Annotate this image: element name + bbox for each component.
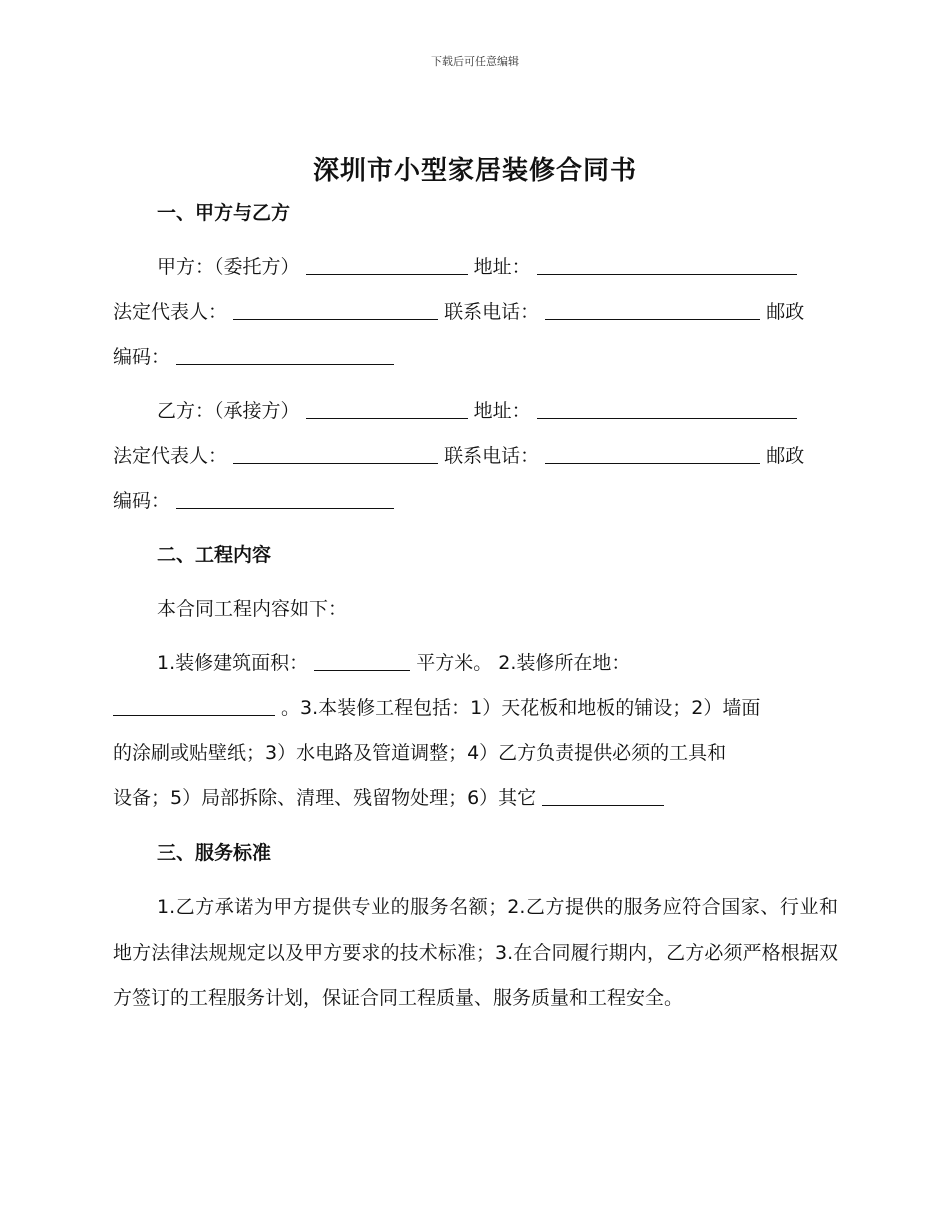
section-2-line-2 — [113, 695, 843, 721]
party-b-rep-field[interactable] — [233, 443, 438, 464]
party-b-phone-label: 联系电话： — [444, 445, 540, 467]
location-field[interactable] — [113, 695, 275, 716]
area-field[interactable] — [314, 650, 410, 671]
party-a-phone-field[interactable] — [545, 299, 760, 320]
party-a-rep-field[interactable] — [233, 299, 438, 320]
scope-text-3: 设备；5）局部拆除、清理、残留物处理；6）其它 — [113, 787, 537, 809]
party-a-name-field[interactable] — [306, 254, 468, 275]
party-b-label: 乙方：（承接方） — [157, 400, 300, 422]
section-2-intro: 本合同工程内容如下： — [157, 598, 348, 620]
party-a-postal-field[interactable] — [176, 344, 394, 365]
party-a-address-field[interactable] — [537, 254, 797, 275]
party-a-label: 甲方：（委托方） — [157, 256, 300, 278]
scope-text-1: 。3.本装修工程包括：1）天花板和地板的铺设；2）墙面 — [281, 697, 761, 719]
party-b-address-label: 地址： — [473, 400, 531, 422]
section-3-heading: 三、服务标准 — [157, 842, 272, 864]
party-b-postal-label-1: 邮政 — [766, 445, 805, 467]
section-2-line-3: 的涂刷或贴壁纸；3）水电路及管道调整；4）乙方负责提供必须的工具和 — [113, 742, 727, 764]
party-a-postal-label-1: 邮政 — [766, 301, 805, 323]
section-1-heading: 一、甲方与乙方 — [157, 202, 291, 224]
party-b-row-3 — [113, 488, 843, 514]
section-2-line-4 — [113, 785, 843, 811]
document-title: 深圳市小型家居装修合同书 — [312, 156, 637, 186]
area-unit: 平方米。 — [416, 652, 493, 674]
party-b-rep-label: 法定代表人： — [113, 445, 228, 467]
party-a-row-3 — [113, 344, 843, 370]
party-a-phone-label: 联系电话： — [444, 301, 540, 323]
section-2-line-1 — [157, 650, 847, 676]
party-b-row-1 — [157, 398, 847, 424]
location-label: 2.装修所在地： — [498, 652, 631, 674]
party-a-row-1 — [157, 254, 847, 280]
other-scope-field[interactable] — [542, 785, 664, 806]
party-a-address-label: 地址： — [473, 256, 531, 278]
party-b-postal-label-2: 编码： — [113, 490, 171, 512]
section-2-heading: 二、工程内容 — [157, 544, 272, 566]
party-b-row-2 — [113, 443, 843, 469]
party-b-name-field[interactable] — [306, 398, 468, 419]
party-b-postal-field[interactable] — [176, 488, 394, 509]
party-b-address-field[interactable] — [537, 398, 797, 419]
header-note: 下载后可任意编辑 — [431, 55, 519, 68]
party-a-postal-label-2: 编码： — [113, 346, 171, 368]
party-a-row-2 — [113, 299, 843, 325]
section-3-body: 1.乙方承诺为甲方提供专业的服务名额；2.乙方提供的服务应符合国家、行业和地方法律法规规定以及甲方要求的技术标准；3.在合同履行期内，乙方必须严格根据双方签订的工程服务计划，保证合同工程质量、服务质量和工程安全。 — [113, 896, 838, 1009]
party-a-rep-label: 法定代表人： — [113, 301, 228, 323]
area-label: 1.装修建筑面积： — [157, 652, 309, 674]
party-b-phone-field[interactable] — [545, 443, 760, 464]
